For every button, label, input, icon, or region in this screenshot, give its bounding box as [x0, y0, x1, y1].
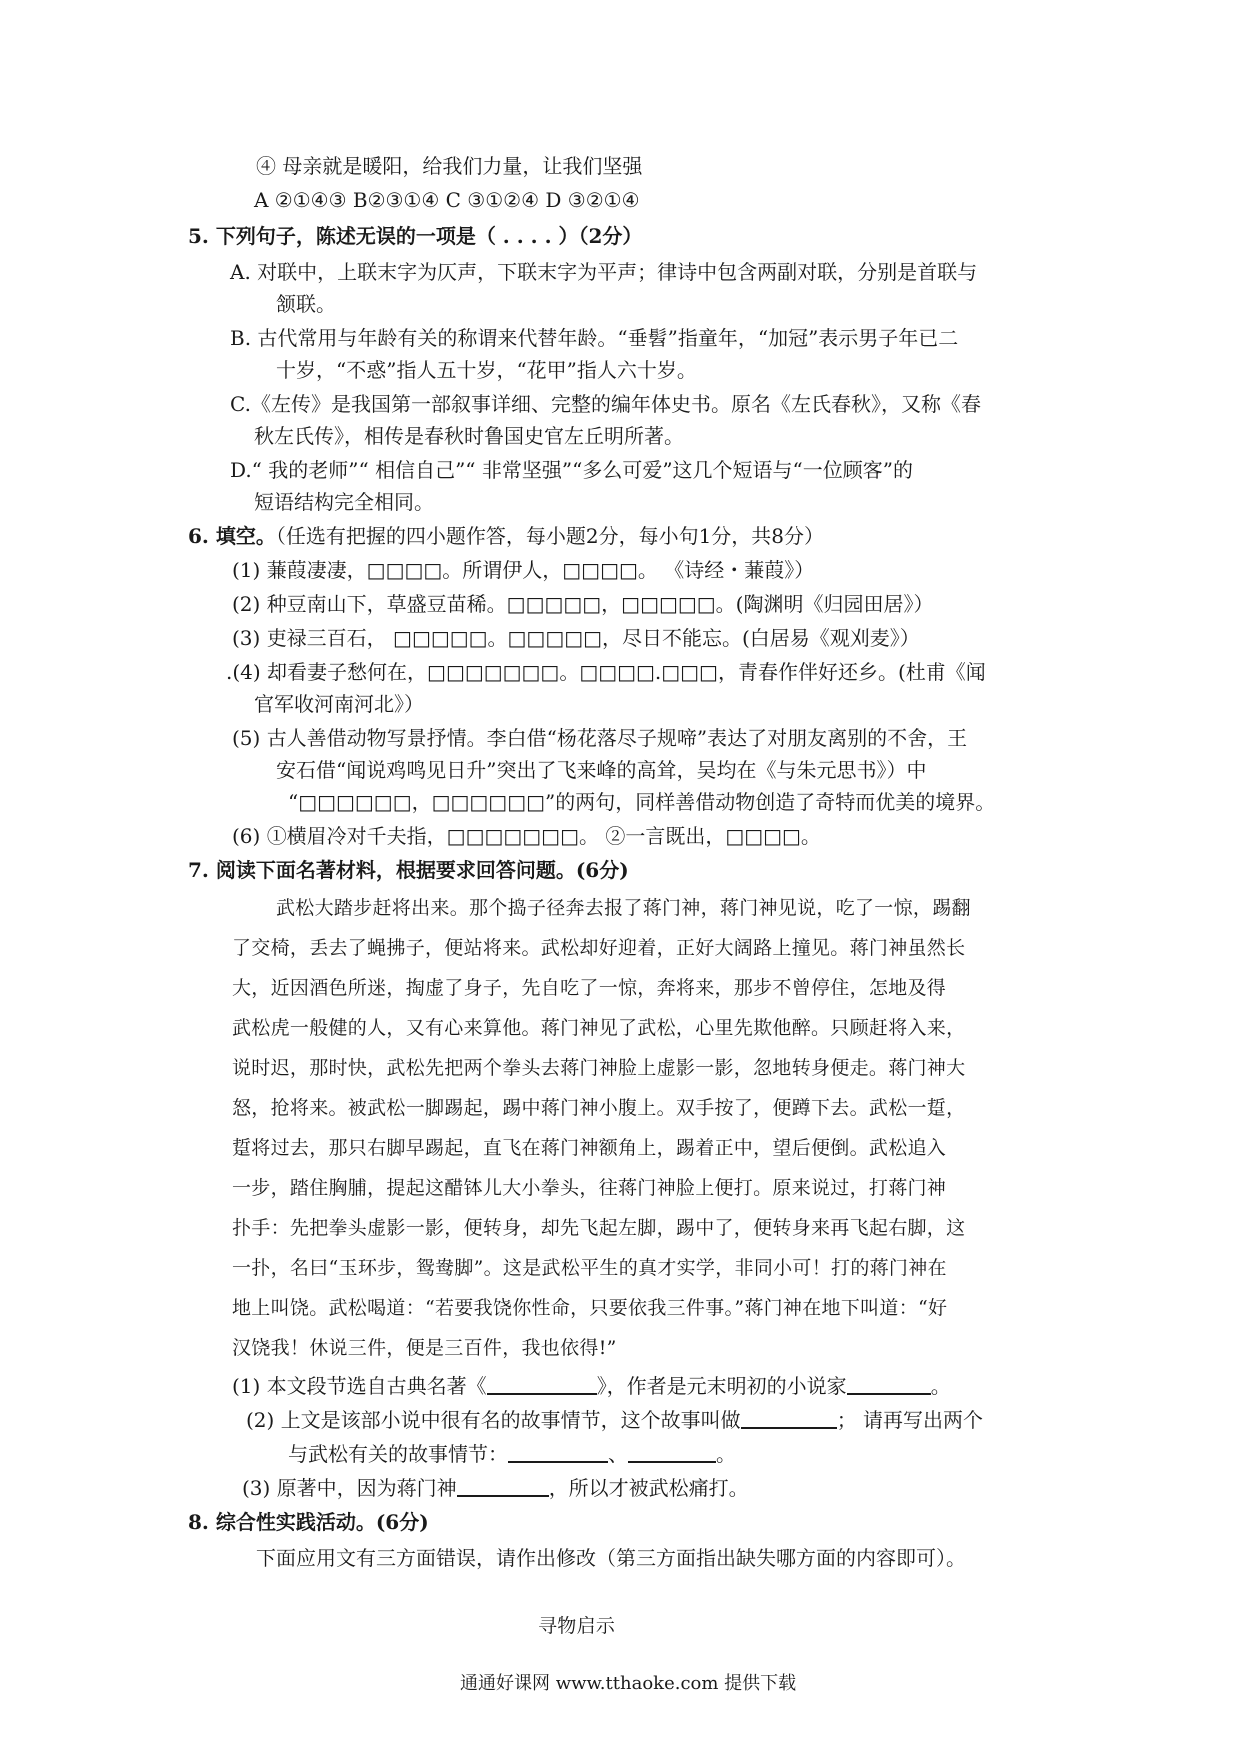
q7-sub-question-3: (3) 原著中，因为蒋门神 ，所以才被武松痛打。 — [242, 1476, 749, 1500]
answer-blank-story-name[interactable] — [741, 1407, 837, 1429]
q5-option-b-line2: 十岁，“不惑”指人五十岁，“花甲”指人六十岁。 — [276, 358, 697, 382]
q5-option-d-line2: 短语结构完全相同。 — [254, 490, 434, 514]
q4-options: A ②①④③ B②③①④ C ③①②④ D ③②①④ — [254, 188, 640, 212]
q8-stem: 8. 综合性实践活动。(6分) — [188, 1510, 429, 1534]
q5-option-c-line2: 秋左氏传》，相传是春秋时鲁国史官左丘明所著。 — [254, 424, 684, 448]
answer-blank-story-1[interactable] — [508, 1441, 608, 1463]
q7-passage-line: 一步，踏住胸脯，提起这醋钵儿大小拳头，往蒋门神脸上便打。原来说过，打蒋门神 — [232, 1177, 947, 1199]
q6-item-5-line3: “□□□□□□，□□□□□□”的两句，同样善借动物创造了奇特而优美的境界。 — [288, 790, 996, 814]
q7-passage-line: 了交椅，丢去了蝇拂子，便站将来。武松却好迎着，正好大阔路上撞见。蒋门神虽然长 — [232, 937, 966, 959]
q6-stem-note: （任选有把握的四小题作答，每小题2分，每小句1分，共8分） — [275, 524, 825, 548]
q6-item-5-line2: 安石借“闻说鸡鸣见日升”突出了飞来峰的高耸，吴均在《与朱元思书》）中 — [276, 758, 927, 782]
q7-passage-line: 一扑，名曰“玉环步，鸳鸯脚”。这是武松平生的真才实学，非同小可！打的蒋门神在 — [232, 1257, 947, 1279]
q7-passage-line: 地上叫饶。武松喝道：“若要我饶你性命，只要依我三件事。”蒋门神在地下叫道：“好 — [232, 1297, 948, 1319]
q7-passage-line: 大，近因酒色所迷，掏虚了身子，先自吃了一惊，奔将来，那步不曾停住，怎地及得 — [232, 977, 947, 999]
q7-sub-question-2-line2: 与武松有关的故事情节： 、 。 — [288, 1442, 736, 1466]
q6-item-5-line1: (5) 古人善借动物写景抒情。李白借“杨花落尽子规啼”表达了对朋友离别的不舍，王 — [232, 726, 968, 750]
q7-passage-line: 扑手：先把拳头虚影一影，便转身，却先飞起左脚，踢中了，便转身来再飞起右脚，这 — [232, 1217, 966, 1239]
answer-blank-reason[interactable] — [457, 1475, 549, 1497]
q6-item-4-line2: 官军收河南河北》） — [254, 692, 424, 716]
q6-item-2: (2) 种豆南山下，草盛豆苗稀。□□□□□，□□□□□。(陶渊明《归园田居》） — [232, 592, 934, 616]
q8-instruction: 下面应用文有三方面错误，请作出修改（第三方面指出缺失哪方面的内容即可）。 — [256, 1546, 966, 1570]
q7-sub-question-2-line1: (2) 上文是该部小说中很有名的故事情节，这个故事叫做 ； 请再写出两个 — [246, 1408, 984, 1432]
q7-sub-question-1: (1) 本文段节选自古典名著《 》，作者是元末明初的小说家 。 — [232, 1374, 951, 1398]
q7-passage-line: 武松虎一般健的人，又有心来算他。蒋门神见了武松，心里先欺他醉。只顾赶将入来， — [232, 1017, 966, 1039]
q7-passage-line: 汉饶我！休说三件，便是三百件，我也依得!” — [232, 1337, 617, 1359]
q5-option-a-line1: A. 对联中，上联末字为仄声，下联末字为平声；律诗中包含两副对联，分别是首联与 — [230, 260, 978, 284]
q6-item-6: (6) ①横眉冷对千夫指，□□□□□□□。 ②一言既出，□□□□。 — [232, 824, 821, 848]
q6-item-4-line1: .(4) 却看妻子愁何在，□□□□□□□。□□□□.□□□，青春作伴好还乡。(杜甫《闻 — [226, 660, 986, 684]
q5-stem: 5. 下列句子，陈述无误的一项是（ . . . . ）（2分） — [188, 224, 643, 248]
q6-stem-number: 6. 填空。 — [188, 524, 276, 548]
answer-blank-book-title[interactable] — [487, 1373, 597, 1395]
q5-option-b-line1: B. 古代常用与年龄有关的称谓来代替年龄。“垂髫”指童年，“加冠”表示男子年已二 — [230, 326, 959, 350]
answer-blank-author[interactable] — [847, 1373, 931, 1395]
q6-item-1: (1) 蒹葭凄凄，□□□□。所谓伊人，□□□□。 《诗经・蒹葭》） — [232, 558, 815, 582]
q5-option-a-line2: 颔联。 — [276, 292, 336, 316]
q6-item-3: (3) 吏禄三百石， □□□□□。□□□□□，尽日不能忘。(白居易《观刈麦》） — [232, 626, 920, 650]
notice-title: 寻物启示 — [538, 1615, 616, 1637]
footer-text: 通通好课网 www.tthaoke.com 提供下载 — [460, 1673, 797, 1694]
q7-passage-line: 说时迟，那时快，武松先把两个拳头去蒋门神脸上虚影一影，忽地转身便走。蒋门神大 — [232, 1057, 966, 1079]
q7-passage-line: 踅将过去，那只右脚早踢起，直飞在蒋门神额角上，踢着正中，望后便倒。武松追入 — [232, 1137, 947, 1159]
q7-stem: 7. 阅读下面名著材料，根据要求回答问题。(6分) — [188, 858, 629, 882]
q7-passage-line: 武松大踏步赶将出来。那个捣子径奔去报了蒋门神，蒋门神见说，吃了一惊，踢翻 — [276, 897, 971, 919]
q7-passage-line: 怒，抢将来。被武松一脚踢起，踢中蒋门神小腹上。双手按了，便蹲下去。武松一踅， — [232, 1097, 966, 1119]
q5-option-c-line1: C.《左传》是我国第一部叙事详细、完整的编年体史书。原名《左氏春秋》，又称《春 — [230, 392, 981, 416]
q4-item-4: ④ 母亲就是暖阳，给我们力量，让我们坚强 — [256, 154, 643, 178]
q5-option-d-line1: D.“ 我的老师”“ 相信自己”“ 非常坚强”“多么可爱”这几个短语与“一位顾客”的 — [230, 458, 913, 482]
answer-blank-story-2[interactable] — [628, 1441, 716, 1463]
